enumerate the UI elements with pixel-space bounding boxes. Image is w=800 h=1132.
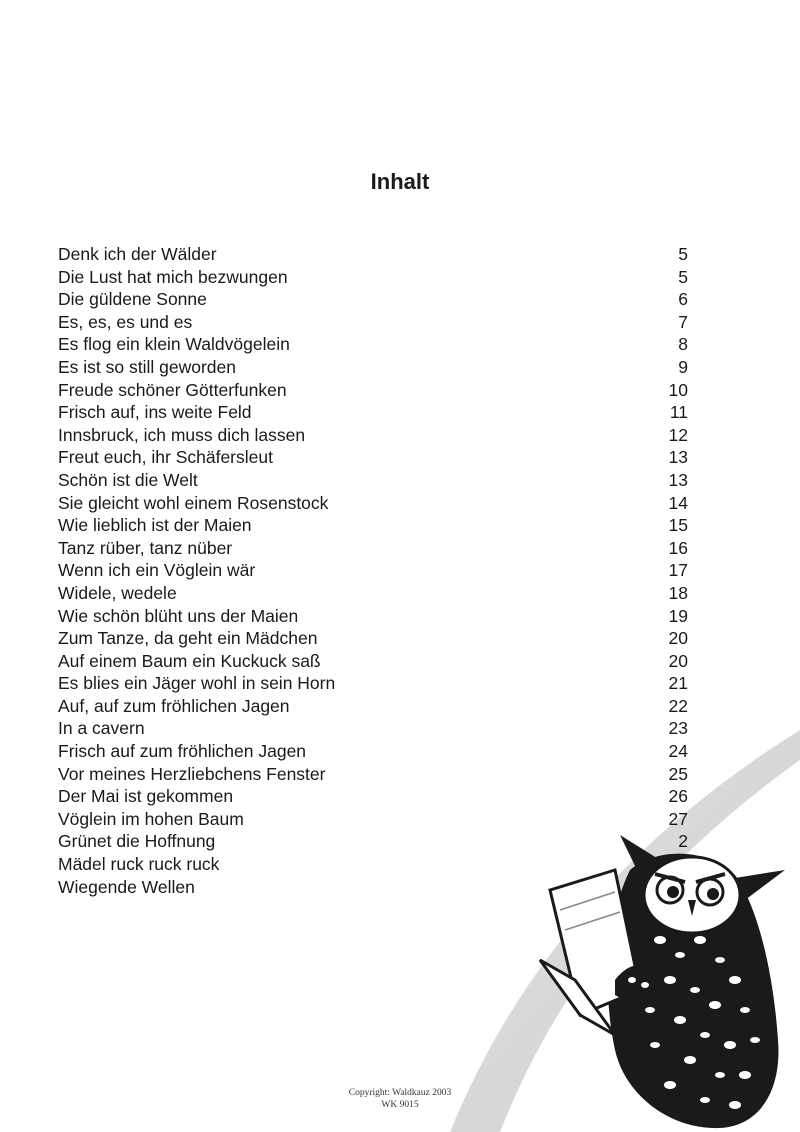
toc-entry-page-number: 13 — [668, 469, 688, 490]
toc-entry-page-number: 15 — [668, 515, 688, 536]
toc-entry-title: Der Mai ist gekommen — [58, 786, 234, 807]
toc-entry — [58, 356, 690, 379]
toc-entry-title: Innsbruck, ich muss dich lassen — [58, 424, 306, 445]
toc-entry — [58, 808, 690, 831]
toc-entry-title: Die Lust hat mich bezwungen — [58, 266, 288, 287]
toc-entry — [58, 401, 690, 424]
toc-entry-title: Grünet die Hoffnung — [58, 831, 216, 852]
toc-entry-title: Es blies ein Jäger wohl in sein Horn — [58, 673, 336, 694]
toc-entry-page-number: 8 — [678, 334, 688, 355]
toc-entry-page-number: 20 — [668, 650, 688, 671]
toc-entry-title: Es ist so still geworden — [58, 356, 236, 377]
toc-entry-page-number: 19 — [668, 605, 688, 626]
toc-entry-page-number: 16 — [668, 537, 688, 558]
toc-entry-title: Zum Tanze, da geht ein Mädchen — [58, 628, 318, 649]
toc-entry-page-number: 5 — [678, 266, 688, 287]
toc-entry-title: Freude schöner Götterfunken — [58, 379, 287, 400]
toc-entry-title: Wie lieblich ist der Maien — [58, 515, 252, 536]
toc-entry — [58, 785, 690, 808]
toc-entry-page-number: 9 — [678, 356, 688, 377]
toc-entry — [58, 763, 690, 786]
toc-entry-page-number: 26 — [668, 786, 688, 807]
toc-entry — [58, 424, 690, 447]
toc-entry — [58, 717, 690, 740]
toc-entry-page-number: 12 — [668, 424, 688, 445]
toc-entry-page-number: 7 — [678, 311, 688, 332]
toc-entry — [58, 627, 690, 650]
toc-entry-title: Vor meines Herzliebchens Fenster — [58, 763, 326, 784]
toc-entry-title: Es, es, es und es — [58, 311, 193, 332]
toc-entry — [58, 672, 690, 695]
copyright-text: Copyright: Waldkauz 2003 — [348, 1088, 452, 1098]
toc-entry — [58, 582, 690, 605]
toc-entry-page-number: 17 — [668, 560, 688, 581]
toc-entry-page-number: 18 — [668, 582, 688, 603]
toc-entry-page-number: 20 — [668, 628, 688, 649]
toc-entry-page-number: 10 — [668, 379, 688, 400]
toc-entry-page-number: 6 — [678, 289, 688, 310]
toc-entry-title: Schön ist die Welt — [58, 469, 198, 490]
toc-entry — [58, 559, 690, 582]
page-title: Inhalt — [370, 169, 430, 194]
toc-entry-title: Frisch auf zum fröhlichen Jagen — [58, 741, 307, 762]
toc-entry — [58, 311, 690, 334]
toc-entry — [58, 514, 690, 537]
toc-entry-title: Frisch auf, ins weite Feld — [58, 402, 252, 423]
toc-entry — [58, 605, 690, 628]
toc-entry — [58, 740, 690, 763]
toc-entry — [58, 650, 690, 673]
toc-entry — [58, 266, 690, 289]
product-code: WK 9015 — [381, 1100, 419, 1110]
toc-entry-page-number: 11 — [669, 402, 688, 423]
toc-entry — [58, 446, 690, 469]
toc-entry-title: Mädel ruck ruck ruck — [58, 854, 220, 875]
owl-reading-book-icon — [520, 830, 800, 1132]
toc-entry-page-number: 22 — [668, 695, 688, 716]
toc-entry — [58, 333, 690, 356]
toc-entry-title: Wie schön blüht uns der Maien — [58, 605, 299, 626]
toc-entry-page-number: 27 — [668, 808, 688, 829]
toc-entry-title: Auf einem Baum ein Kuckuck saß — [58, 650, 321, 671]
toc-entry-title: Tanz rüber, tanz nüber — [58, 537, 233, 558]
toc-entry-page-number: 14 — [668, 492, 688, 513]
toc-entry — [58, 243, 690, 266]
toc-entry-title: Die güldene Sonne — [58, 289, 207, 310]
toc-entry-page-number: 13 — [668, 447, 688, 468]
toc-entry — [58, 379, 690, 402]
toc-entry-title: Vöglein im hohen Baum — [58, 808, 244, 829]
toc-entry-title: Widele, wedele — [58, 582, 177, 603]
toc-entry-title: Wiegende Wellen — [58, 876, 195, 897]
toc-entry — [58, 492, 690, 515]
toc-entry-page-number: 2 — [678, 831, 688, 852]
toc-entry-title: Auf, auf zum fröhlichen Jagen — [58, 695, 290, 716]
toc-entry-page-number: 23 — [668, 718, 688, 739]
toc-entry-title: Sie gleicht wohl einem Rosenstock — [58, 492, 329, 513]
toc-entry-title: Freut euch, ihr Schäfersleut — [58, 447, 273, 468]
table-of-contents — [58, 243, 690, 898]
toc-entry-page-number: 25 — [668, 763, 688, 784]
toc-entry-page-number: 5 — [678, 244, 688, 264]
toc-entry — [58, 537, 690, 560]
toc-entry — [58, 695, 690, 718]
toc-entry-title: Denk ich der Wälder — [58, 244, 217, 264]
toc-entry — [58, 288, 690, 311]
toc-entry-page-number: 21 — [668, 673, 688, 694]
toc-entry-title: In a cavern — [58, 718, 145, 739]
toc-entry — [58, 469, 690, 492]
toc-entry-page-number: 24 — [668, 741, 688, 762]
toc-entry-title: Es flog ein klein Waldvögelein — [58, 334, 290, 355]
toc-entry-title: Wenn ich ein Vöglein wär — [58, 560, 256, 581]
